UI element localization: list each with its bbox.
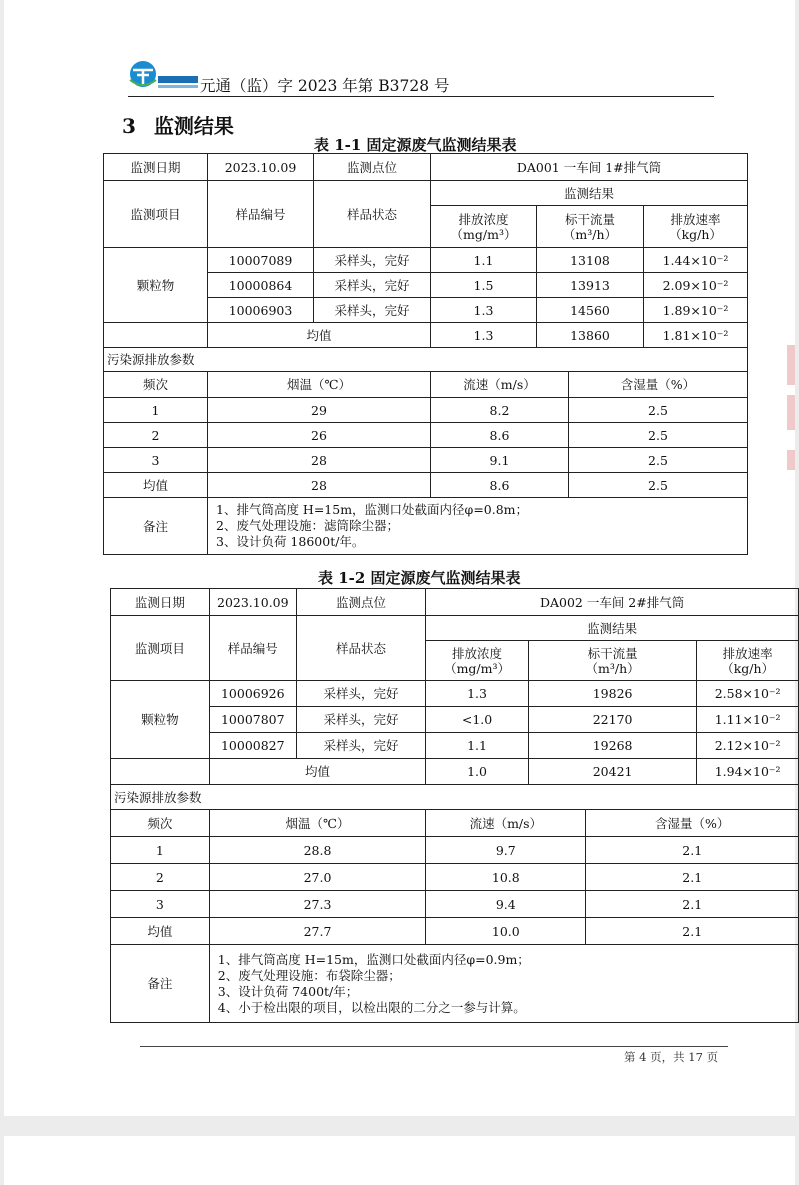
conc-value: 1.1 (431, 248, 537, 273)
date-value: 2023.10.09 (209, 589, 296, 616)
freq-value: 1 (104, 398, 208, 423)
moist-value: 2.1 (586, 864, 799, 891)
item-value-spacer (104, 323, 208, 348)
freq-value: 均值 (104, 473, 208, 498)
moist-value: 2.1 (586, 891, 799, 918)
result-label: 监测结果 (431, 181, 748, 206)
speed-value: 10.0 (426, 918, 586, 945)
avg-rate: 1.81×10⁻² (644, 323, 748, 348)
note-line: 1、排气筒高度 H=15m，监测口处截面内径φ=0.9m； (217, 951, 530, 967)
temp-value: 27.3 (209, 891, 425, 918)
point-value: DA002 一车间 2#排气筒 (426, 589, 799, 616)
sample-no-label: 样品编号 (209, 616, 296, 681)
temp-header: 烟温（℃） (209, 810, 425, 837)
conc-value: 1.5 (431, 273, 537, 298)
point-label: 监测点位 (314, 154, 431, 181)
note-line: 2、废气处理设施：滤筒除尘器； (216, 518, 399, 533)
temp-value: 27.0 (209, 864, 425, 891)
speed-value: 8.6 (431, 473, 569, 498)
moist-value: 2.5 (569, 423, 748, 448)
freq-header: 频次 (111, 810, 210, 837)
temp-value: 28 (208, 448, 431, 473)
speed-value: 10.8 (426, 864, 586, 891)
speed-header: 流速（m/s） (431, 372, 569, 398)
company-logo (128, 60, 200, 92)
flow-value: 19268 (528, 733, 696, 759)
section-heading (122, 110, 234, 139)
page-header (128, 58, 714, 97)
date-value: 2023.10.09 (208, 154, 314, 181)
page-number: 第 4 页，共 17 页 (624, 1050, 719, 1064)
avg-rate: 1.94×10⁻² (697, 759, 799, 785)
sample-no: 10000864 (208, 273, 314, 298)
table2 (110, 588, 799, 1023)
note-line: 3、设计负荷 18600t/年。 (216, 534, 365, 549)
sample-no: 10007807 (209, 707, 296, 733)
note-line: 3、设计负荷 7400t/年； (217, 983, 359, 999)
avg-conc: 1.0 (426, 759, 529, 785)
item-label: 监测项目 (104, 181, 208, 248)
sample-state: 采样头，完好 (296, 681, 425, 707)
note-line: 4、小于检出限的项目，以检出限的二分之一参与计算。 (217, 999, 526, 1015)
rate-value: 1.11×10⁻² (697, 707, 799, 733)
rate-value: 1.89×10⁻² (644, 298, 748, 323)
result-label: 监测结果 (426, 616, 799, 641)
conc-value: 1.3 (426, 681, 529, 707)
next-page-edge (4, 1136, 795, 1185)
item-value: 颗粒物 (111, 681, 210, 759)
section-number: 3 (122, 114, 136, 138)
speed-value: 8.2 (431, 398, 569, 423)
moist-value: 2.5 (569, 448, 748, 473)
note-line: 1、排气筒高度 H=15m，监测口处截面内径φ=0.8m； (216, 502, 529, 517)
flow-value: 13913 (537, 273, 644, 298)
temp-value: 27.7 (209, 918, 425, 945)
sample-state-label: 样品状态 (314, 181, 431, 248)
flow-value: 14560 (537, 298, 644, 323)
conc-value: 1.3 (431, 298, 537, 323)
notes-label: 备注 (104, 498, 208, 555)
temp-value: 29 (208, 398, 431, 423)
table1 (103, 153, 748, 555)
sample-no: 10007089 (208, 248, 314, 273)
moist-value: 2.1 (586, 918, 799, 945)
sample-state: 采样头，完好 (314, 248, 431, 273)
freq-value: 2 (111, 864, 210, 891)
temp-header: 烟温（℃） (208, 372, 431, 398)
date-label: 监测日期 (111, 589, 210, 616)
conc-value: <1.0 (426, 707, 529, 733)
point-value: DA001 一车间 1#排气筒 (431, 154, 748, 181)
item-label: 监测项目 (111, 616, 210, 681)
temp-value: 28 (208, 473, 431, 498)
avg-conc: 1.3 (431, 323, 537, 348)
flow-value: 13108 (537, 248, 644, 273)
date-label: 监测日期 (104, 154, 208, 181)
speed-value: 9.1 (431, 448, 569, 473)
sample-no: 10006926 (209, 681, 296, 707)
param-title: 污染源排放参数 (104, 348, 748, 372)
moist-value: 2.1 (586, 837, 799, 864)
freq-value: 3 (111, 891, 210, 918)
sample-no: 10006903 (208, 298, 314, 323)
rate-value: 2.09×10⁻² (644, 273, 748, 298)
notes-label: 备注 (111, 945, 210, 1023)
speed-value: 8.6 (431, 423, 569, 448)
notes (208, 498, 748, 555)
speed-value: 9.4 (426, 891, 586, 918)
point-label: 监测点位 (296, 589, 425, 616)
freq-value: 3 (104, 448, 208, 473)
sample-no-label: 样品编号 (208, 181, 314, 248)
freq-value: 2 (104, 423, 208, 448)
sample-state: 采样头，完好 (296, 733, 425, 759)
section-title: 监测结果 (153, 114, 234, 138)
moist-header: 含湿量（%） (569, 372, 748, 398)
table2-caption: 表 1-2 固定源废气监测结果表 (318, 569, 521, 587)
item-value: 颗粒物 (104, 248, 208, 323)
rate-value: 2.12×10⁻² (697, 733, 799, 759)
flow-header: 标干流量 （m³/h） (537, 206, 644, 248)
footer-divider (140, 1046, 728, 1047)
flow-value: 22170 (528, 707, 696, 733)
conc-value: 1.1 (426, 733, 529, 759)
moist-value: 2.5 (569, 473, 748, 498)
freq-value: 均值 (111, 918, 210, 945)
stamp-mark (787, 450, 795, 470)
rate-header: 排放速率 （kg/h） (644, 206, 748, 248)
notes (209, 945, 798, 1023)
avg-label: 均值 (209, 759, 425, 785)
sample-no: 10000827 (209, 733, 296, 759)
speed-value: 9.7 (426, 837, 586, 864)
freq-header: 频次 (104, 372, 208, 398)
flow-header: 标干流量 （m³/h） (528, 641, 696, 681)
avg-flow: 13860 (537, 323, 644, 348)
param-title: 污染源排放参数 (111, 785, 799, 810)
report-number: 元通（监）字 2023 年第 B3728 号 (200, 77, 450, 95)
table1-caption: 表 1-1 固定源废气监测结果表 (314, 136, 517, 154)
temp-value: 26 (208, 423, 431, 448)
conc-header: 排放浓度 （mg/m³） (426, 641, 529, 681)
rate-value: 1.44×10⁻² (644, 248, 748, 273)
avg-flow: 20421 (528, 759, 696, 785)
freq-value: 1 (111, 837, 210, 864)
avg-label: 均值 (208, 323, 431, 348)
note-line: 2、废气处理设施：布袋除尘器； (217, 967, 401, 983)
conc-header: 排放浓度 （mg/m³） (431, 206, 537, 248)
rate-value: 2.58×10⁻² (697, 681, 799, 707)
sample-state: 采样头，完好 (296, 707, 425, 733)
flow-value: 19826 (528, 681, 696, 707)
sample-state-label: 样品状态 (296, 616, 425, 681)
stamp-mark (787, 395, 795, 430)
speed-header: 流速（m/s） (426, 810, 586, 837)
sample-state: 采样头，完好 (314, 298, 431, 323)
temp-value: 28.8 (209, 837, 425, 864)
rate-header: 排放速率 （kg/h） (697, 641, 799, 681)
stamp-mark (787, 345, 795, 385)
moist-value: 2.5 (569, 398, 748, 423)
item-value-spacer (111, 759, 210, 785)
sample-state: 采样头，完好 (314, 273, 431, 298)
moist-header: 含湿量（%） (586, 810, 799, 837)
